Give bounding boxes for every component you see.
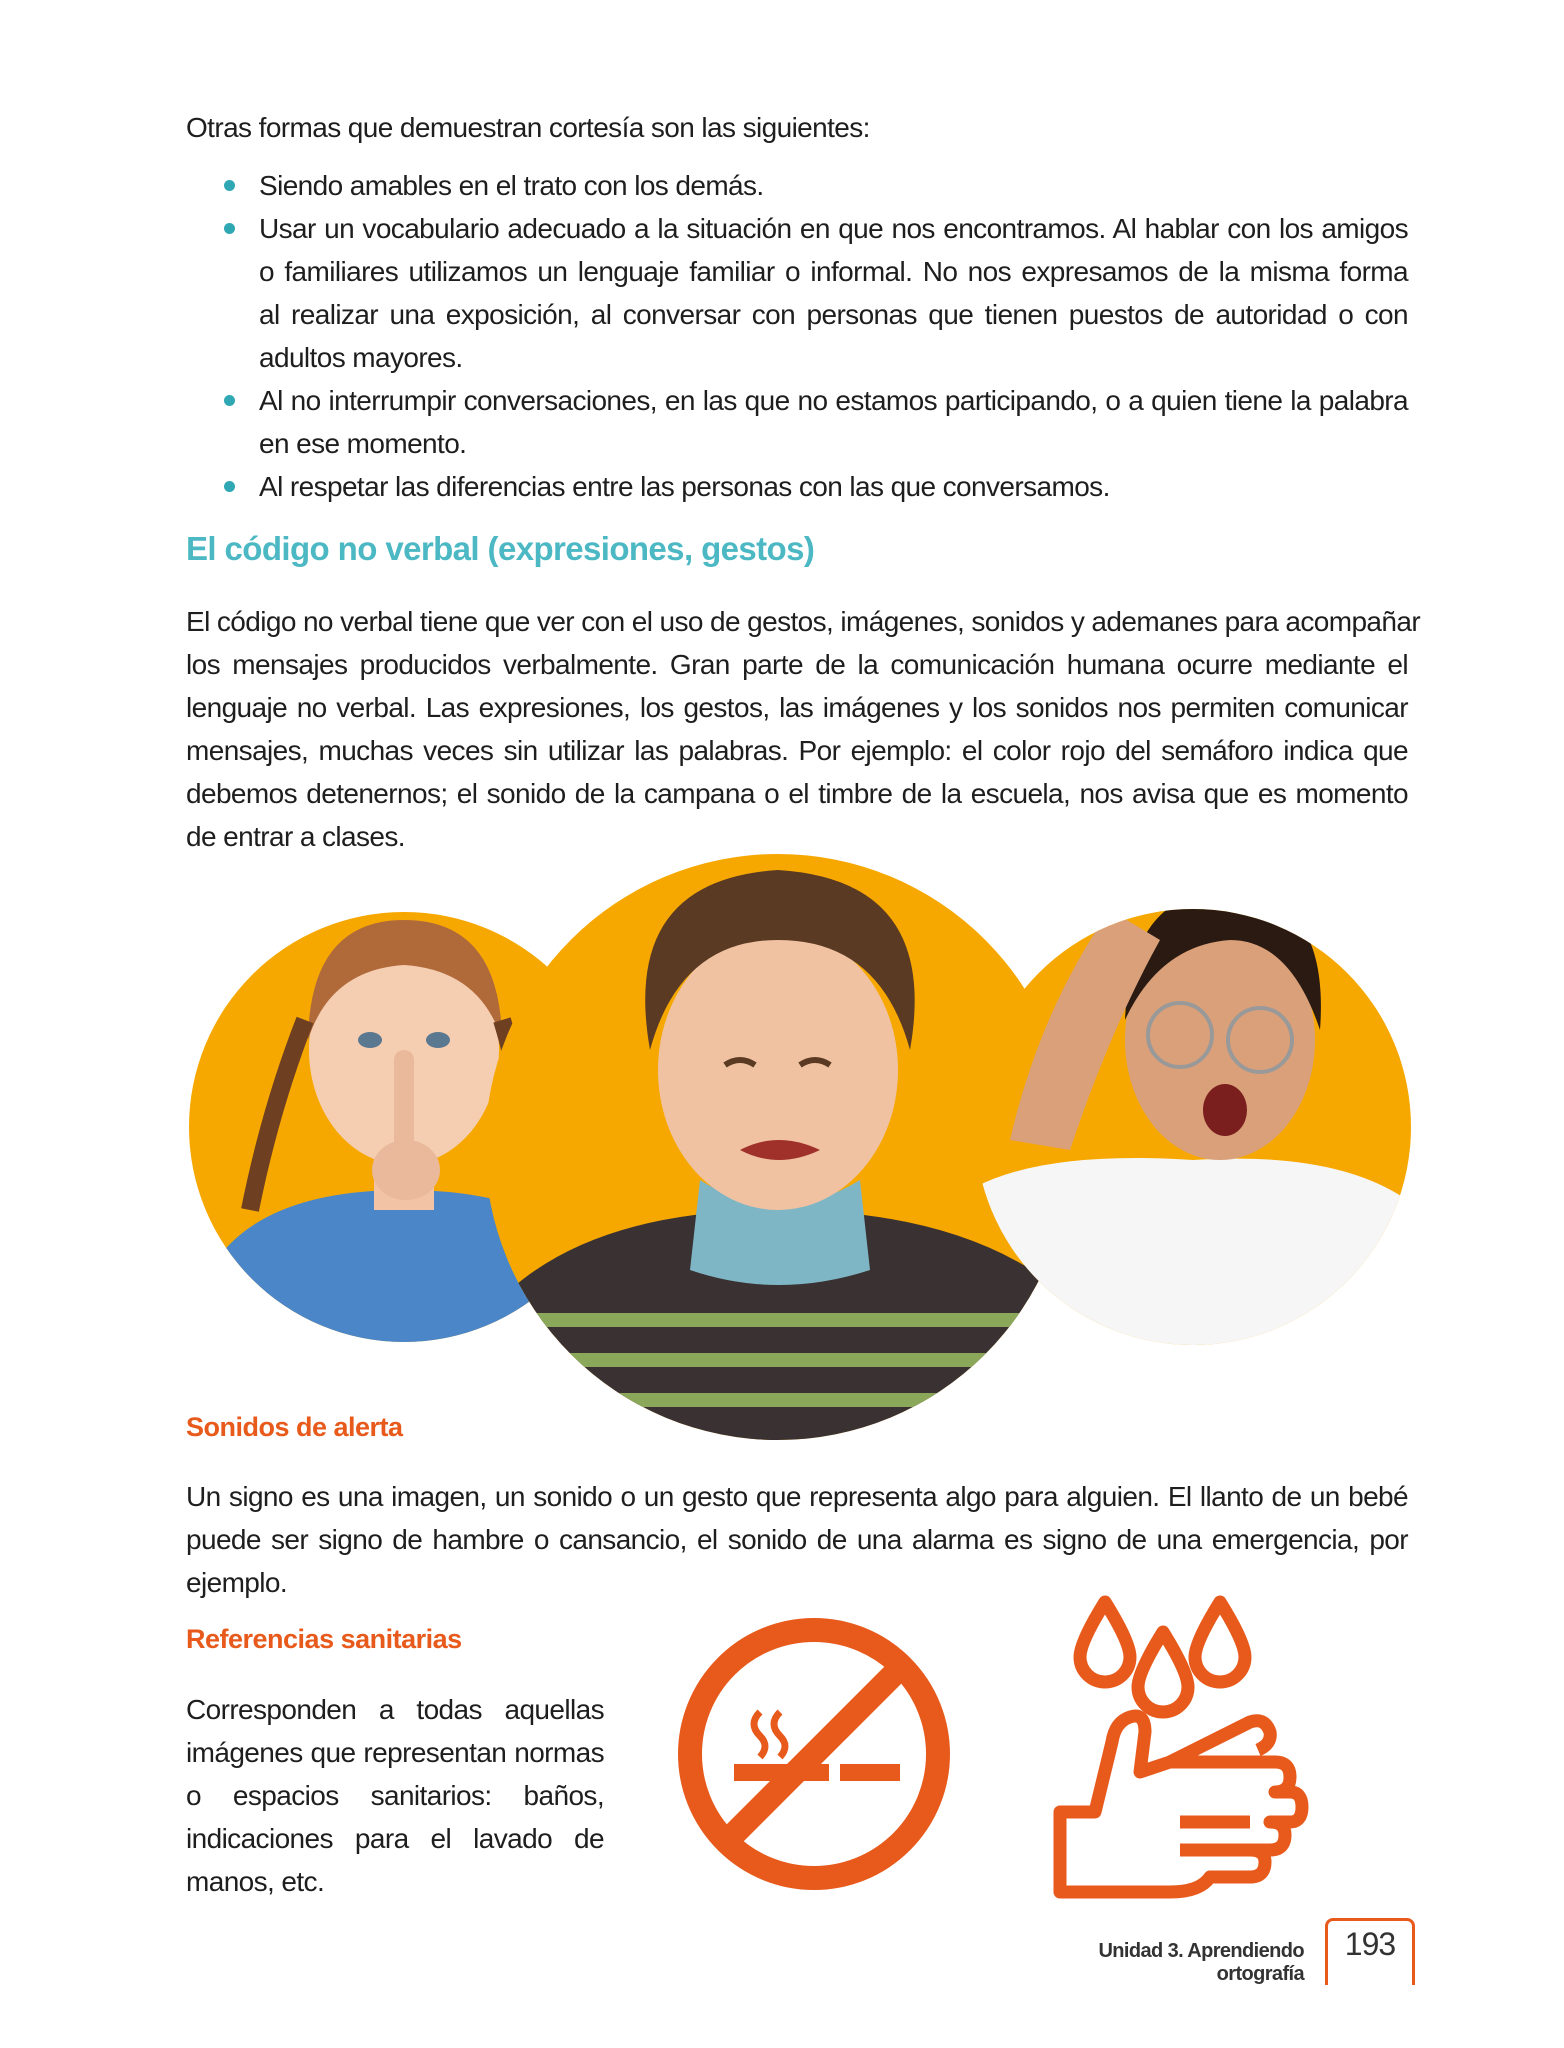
children-expressions-photo: [180, 850, 1420, 1450]
list-item-line: en ese momento.: [259, 428, 467, 459]
paragraph-line: imágenes que representan normas: [186, 1737, 604, 1768]
list-item: [186, 379, 1408, 465]
paragraph-line: los mensajes producidos verbalmente. Gran parte de la comunicación humana ocurre mediante el: [186, 649, 1408, 680]
paragraph-line: lenguaje no verbal. Las expresiones, los gestos, las imágenes y los sonidos nos permiten comunicar: [186, 692, 1408, 723]
paragraph-line: Un signo es una imagen, un sonido o un gesto que representa algo para alguien. El llanto de un bebé: [186, 1481, 1408, 1512]
list-item-line: al realizar una exposición, al conversar con personas que tienen puestos de autoridad o con: [259, 299, 1408, 330]
section-heading: El código no verbal (expresiones, gestos): [186, 530, 815, 567]
list-item-line: Siendo amables en el trato con los demás.: [259, 170, 764, 201]
footer-unit-title: Unidad 3. Aprendiendo ortografía: [1098, 1940, 1304, 1985]
intro-text: Otras formas que demuestran cortesía son las siguientes:: [186, 112, 870, 143]
sanitary-references-heading: Referencias sanitarias: [186, 1624, 462, 1654]
no-smoking-icon: [672, 1612, 956, 1896]
paragraph-line: puede ser signo de hambre o cansancio, el sonido de una alarma es signo de una emergencia, por: [186, 1524, 1408, 1555]
list-item: [186, 164, 1408, 207]
paragraph-line: indicaciones para el lavado de: [186, 1823, 604, 1854]
paragraph-line: de entrar a clases.: [186, 821, 405, 852]
list-item-line: Al no interrumpir conversaciones, en las que no estamos participando, o a quien tiene la palabra: [259, 385, 1408, 416]
boy-surprised-image: [970, 890, 1420, 1370]
paragraph-line: o espacios sanitarios: baños,: [186, 1780, 604, 1811]
section-paragraph: [186, 600, 1421, 858]
courtesy-bullet-list: [186, 164, 1408, 508]
list-item-line: adultos mayores.: [259, 342, 463, 373]
sanitary-references-paragraph: [186, 1688, 604, 1903]
bullet-icon: [224, 481, 235, 492]
paragraph-line: Corresponden a todas aquellas: [186, 1694, 604, 1725]
list-item-line: o familiares utilizamos un lenguaje familiar o informal. No nos expresamos de la misma forma: [259, 256, 1408, 287]
list-item-line: Usar un vocabulario adecuado a la situación en que nos encontramos. Al hablar con los amigos: [259, 213, 1408, 244]
list-item: [186, 465, 1408, 508]
paragraph-line: ejemplo.: [186, 1567, 288, 1598]
list-item-line: Al respetar las diferencias entre las personas con las que conversamos.: [259, 471, 1110, 502]
bullet-icon: [224, 223, 235, 234]
paragraph-line: mensajes, muchas veces sin utilizar las palabras. Por ejemplo: el color rojo del semáforo indica que: [186, 735, 1408, 766]
paragraph-line: El código no verbal tiene que ver con el uso de gestos, imágenes, sonidos y ademanes para acompañar: [186, 606, 1421, 637]
hand-washing-icon: [1050, 1592, 1310, 1912]
list-item: [186, 207, 1408, 379]
paragraph-line: manos, etc.: [186, 1866, 325, 1897]
bullet-icon: [224, 395, 235, 406]
paragraph-line: debemos detenernos; el sonido de la campana o el timbre de la escuela, nos avisa que es momento: [186, 778, 1408, 809]
bullet-icon: [224, 180, 235, 191]
page-number: 193: [1344, 1926, 1396, 1962]
alert-sounds-heading: Sonidos de alerta: [186, 1412, 403, 1442]
alert-sounds-paragraph: [186, 1475, 1408, 1604]
